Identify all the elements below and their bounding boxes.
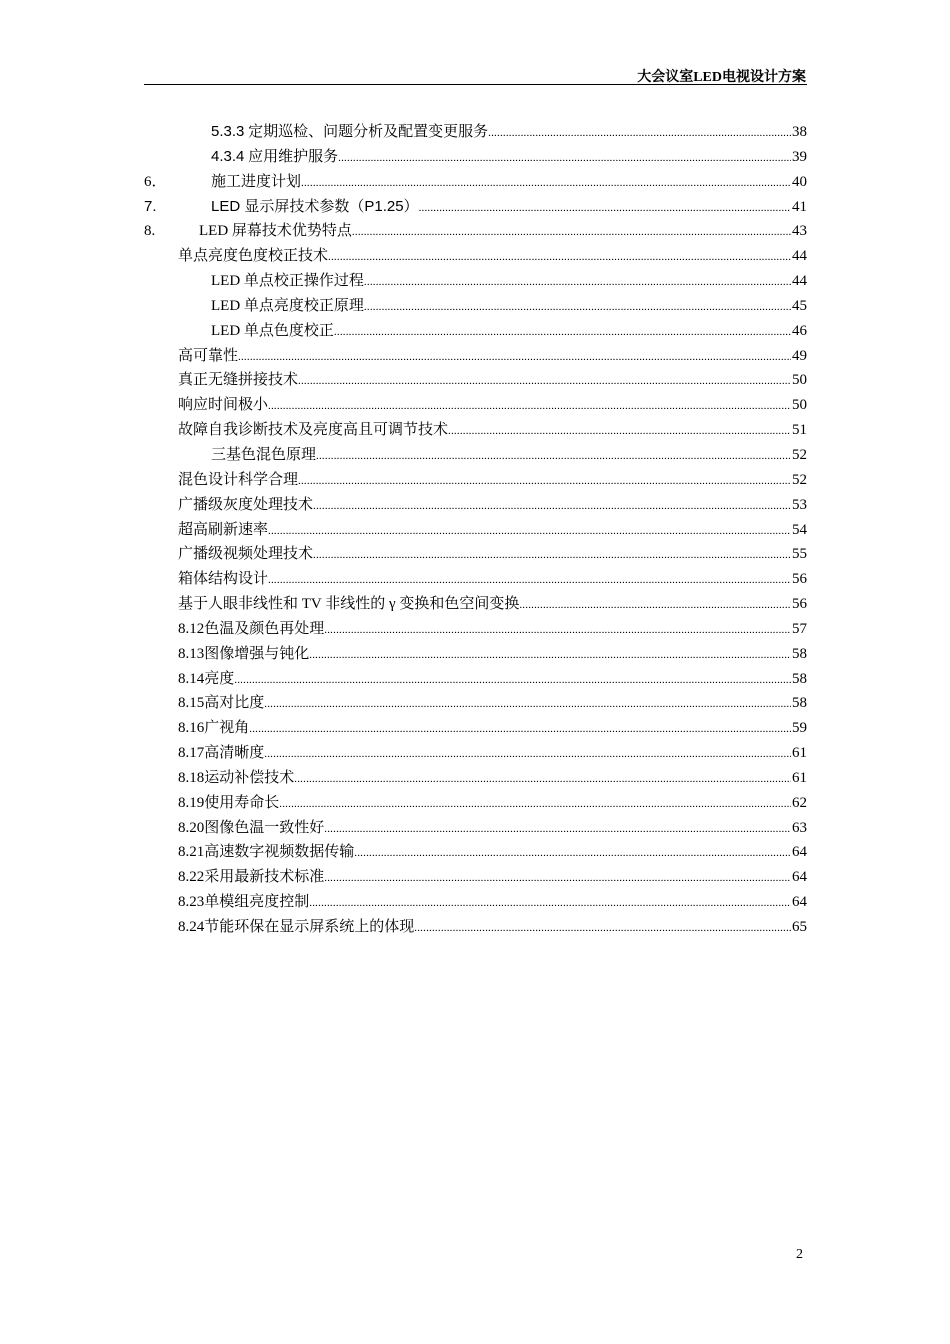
toc-leader-dots: [279, 792, 791, 817]
toc-page-number: 50: [792, 372, 807, 389]
toc-page-number: 63: [792, 819, 807, 836]
toc-entry[interactable]: [144, 344, 807, 369]
toc-entry-title: 应用维护服务: [248, 145, 338, 170]
toc-entry-title: 高对比度: [204, 691, 264, 716]
toc-entry[interactable]: [144, 915, 807, 940]
toc-page-number: 54: [792, 521, 807, 538]
toc-entry-title: 基于人眼非线性和 TV 非线性的 γ 变换和色空间变换: [178, 592, 519, 617]
toc-page-number: 65: [792, 919, 807, 935]
toc-page-number: 61: [792, 745, 807, 762]
toc-entry[interactable]: [144, 716, 807, 741]
toc-entry-title: 响应时间极小: [178, 393, 268, 418]
toc-page-number: 52: [792, 446, 807, 463]
toc-entry[interactable]: [144, 642, 807, 667]
toc-entry[interactable]: [144, 840, 807, 865]
toc-entry-title: LED 单点亮度校正原理: [211, 294, 364, 319]
toc-page-number: 64: [792, 844, 807, 861]
toc-entry[interactable]: [144, 865, 807, 890]
toc-entry-title: 节能环保在显示屏系统上的体现: [204, 915, 414, 940]
toc-entry-title: 单模组亮度控制: [204, 890, 309, 915]
toc-entry-number: 8.20: [178, 816, 204, 841]
toc-leader-dots: [328, 245, 791, 270]
toc-leader-dots: [294, 767, 791, 792]
page-number: 2: [796, 1247, 803, 1262]
toc-entry-number: 7.: [144, 197, 157, 215]
toc-entry-number: 8.13: [178, 642, 204, 667]
toc-entry-title: 色温及颜色再处理: [204, 617, 324, 642]
toc-entry-number: 8.22: [178, 865, 204, 890]
toc-entry[interactable]: [144, 890, 807, 915]
toc-leader-dots: [309, 891, 791, 916]
toc-entry-title: 三基色混色原理: [211, 443, 316, 468]
toc-entry-title: LED 屏幕技术优势特点: [199, 219, 352, 244]
toc-leader-dots: [238, 345, 791, 370]
toc-leader-dots: [324, 866, 791, 891]
toc-entry[interactable]: [144, 269, 807, 294]
toc-entry[interactable]: [144, 195, 807, 220]
toc-entry-title: 图像增强与钝化: [204, 642, 309, 667]
toc-entry[interactable]: [144, 443, 807, 468]
toc-leader-dots: [364, 270, 791, 295]
toc-entry[interactable]: [144, 145, 807, 170]
toc-entry[interactable]: [144, 567, 807, 592]
toc-page-number: 62: [792, 794, 807, 811]
toc-page-number: 43: [792, 223, 807, 240]
toc-leader-dots: [334, 320, 791, 345]
toc-leader-dots: [519, 593, 791, 618]
toc-entry-title: 广视角: [204, 716, 249, 741]
toc-entry[interactable]: [144, 816, 807, 841]
toc-entry-title: LED 单点色度校正: [211, 319, 334, 344]
toc-entry[interactable]: [144, 244, 807, 269]
toc-leader-dots: [313, 494, 791, 519]
toc-leader-dots: [234, 668, 791, 693]
toc-leader-dots: [313, 543, 791, 568]
toc-page-number: 44: [792, 248, 807, 265]
toc-entry-title: 广播级视频处理技术: [178, 542, 313, 567]
toc-entry[interactable]: [144, 617, 807, 642]
header-rule: [144, 84, 807, 85]
toc-leader-dots: [419, 196, 791, 221]
toc-page-number: 52: [792, 471, 807, 488]
toc-leader-dots: [338, 146, 791, 171]
toc-entry-title: 广播级灰度处理技术: [178, 493, 313, 518]
toc-page-number: 61: [792, 769, 807, 786]
toc-entry-title: 运动补偿技术: [204, 766, 294, 791]
toc-page-number: 46: [792, 322, 807, 339]
toc-entry[interactable]: [144, 691, 807, 716]
toc-page-number: 58: [792, 670, 807, 687]
toc-entry-number: 8.15: [178, 691, 204, 716]
toc-page-number: 58: [792, 645, 807, 662]
toc-leader-dots: [268, 394, 791, 419]
toc-leader-dots: [309, 643, 791, 668]
toc-entry-title: 故障自我诊断技术及亮度高且可调节技术: [178, 418, 448, 443]
toc-page-number: 64: [792, 894, 807, 911]
toc-page-number: 49: [792, 347, 807, 364]
toc-entry-number: 8.17: [178, 741, 204, 766]
toc-entry[interactable]: [144, 170, 807, 195]
toc-entry[interactable]: [144, 319, 807, 344]
toc-entry-title: LED 显示屏技术参数（P1.25）: [211, 195, 419, 220]
toc-entry[interactable]: [144, 542, 807, 567]
toc-entry-title: 亮度: [204, 667, 234, 692]
toc-leader-dots: [249, 717, 791, 742]
toc-entry[interactable]: [144, 592, 807, 617]
toc-entry-title: 混色设计科学合理: [178, 468, 298, 493]
toc-entry[interactable]: [144, 667, 807, 692]
toc-entry[interactable]: [144, 741, 807, 766]
page-header-title: 大会议室LED电视设计方案: [637, 70, 806, 85]
toc-page-number: 50: [792, 397, 807, 414]
toc-entry-title: 单点亮度色度校正技术: [178, 244, 328, 269]
toc-leader-dots: [301, 171, 791, 196]
toc-entry-number: 5.3.3: [211, 120, 244, 145]
toc-entry[interactable]: [144, 368, 807, 393]
toc-entry-number: 8.19: [178, 791, 204, 816]
toc-entry[interactable]: [144, 219, 807, 244]
toc-entry-title: 高清晰度: [204, 741, 264, 766]
toc-page-number: 45: [792, 297, 807, 314]
toc-leader-dots: [354, 841, 791, 866]
toc-leader-dots: [264, 742, 791, 767]
toc-entry-title: 使用寿命长: [204, 791, 279, 816]
toc-entry-title: LED 单点校正操作过程: [211, 269, 364, 294]
toc-entry-title: 超高刷新速率: [178, 518, 268, 543]
toc-leader-dots: [268, 568, 791, 593]
toc-page-number: 55: [792, 546, 807, 563]
toc-entry[interactable]: [144, 120, 807, 145]
toc-page-number: 44: [792, 273, 807, 290]
table-of-contents: [144, 120, 807, 940]
toc-entry[interactable]: [144, 294, 807, 319]
toc-leader-dots: [268, 519, 791, 544]
toc-leader-dots: [488, 121, 791, 146]
toc-leader-dots: [298, 369, 791, 394]
toc-page-number: 51: [792, 422, 807, 439]
toc-entry[interactable]: [144, 493, 807, 518]
toc-page-number: 56: [792, 596, 807, 613]
toc-entry[interactable]: [144, 418, 807, 443]
toc-leader-dots: [298, 469, 791, 494]
toc-page-number: 39: [792, 148, 807, 165]
toc-page-number: 53: [792, 496, 807, 513]
toc-entry-title: 施工进度计划: [211, 170, 301, 195]
toc-leader-dots: [324, 817, 791, 842]
toc-entry-number: 4.3.4: [211, 145, 244, 170]
toc-entry-title: 真正无缝拼接技术: [178, 368, 298, 393]
toc-entry[interactable]: [144, 393, 807, 418]
toc-leader-dots: [352, 220, 791, 245]
toc-entry-title: 定期巡检、问题分析及配置变更服务: [248, 120, 488, 145]
toc-entry-title: 高速数字视频数据传输: [204, 840, 354, 865]
toc-entry-number: 8.: [144, 223, 156, 240]
toc-entry-number: 8.24: [178, 915, 204, 940]
toc-entry-number: 8.14: [178, 667, 204, 692]
toc-leader-dots: [448, 419, 791, 444]
toc-page-number: 40: [792, 173, 807, 190]
toc-entry-title: 箱体结构设计: [178, 567, 268, 592]
toc-leader-dots: [316, 444, 791, 469]
toc-leader-dots: [324, 618, 791, 643]
toc-entry-number: 8.21: [178, 840, 204, 865]
toc-entry-title: 采用最新技术标准: [204, 865, 324, 890]
toc-entry[interactable]: [144, 468, 807, 493]
toc-leader-dots: [414, 916, 791, 941]
toc-page-number: 38: [792, 124, 807, 140]
toc-page-number: 56: [792, 571, 807, 588]
toc-entry[interactable]: [144, 766, 807, 791]
toc-leader-dots: [264, 692, 791, 717]
toc-entry[interactable]: [144, 791, 807, 816]
toc-entry-title: 高可靠性: [178, 344, 238, 369]
toc-entry[interactable]: [144, 518, 807, 543]
toc-entry-number: 8.12: [178, 617, 204, 642]
toc-page-number: 58: [792, 695, 807, 712]
toc-entry-number: 6．: [144, 173, 167, 190]
toc-leader-dots: [364, 295, 791, 320]
toc-entry-number: 8.18: [178, 766, 204, 791]
toc-page-number: 41: [792, 198, 807, 215]
toc-page-number: 59: [792, 720, 807, 737]
toc-page-number: 64: [792, 869, 807, 886]
toc-entry-number: 8.16: [178, 716, 204, 741]
toc-entry-number: 8.23: [178, 890, 204, 915]
toc-entry-title: 图像色温一致性好: [204, 816, 324, 841]
toc-page-number: 57: [792, 620, 807, 637]
